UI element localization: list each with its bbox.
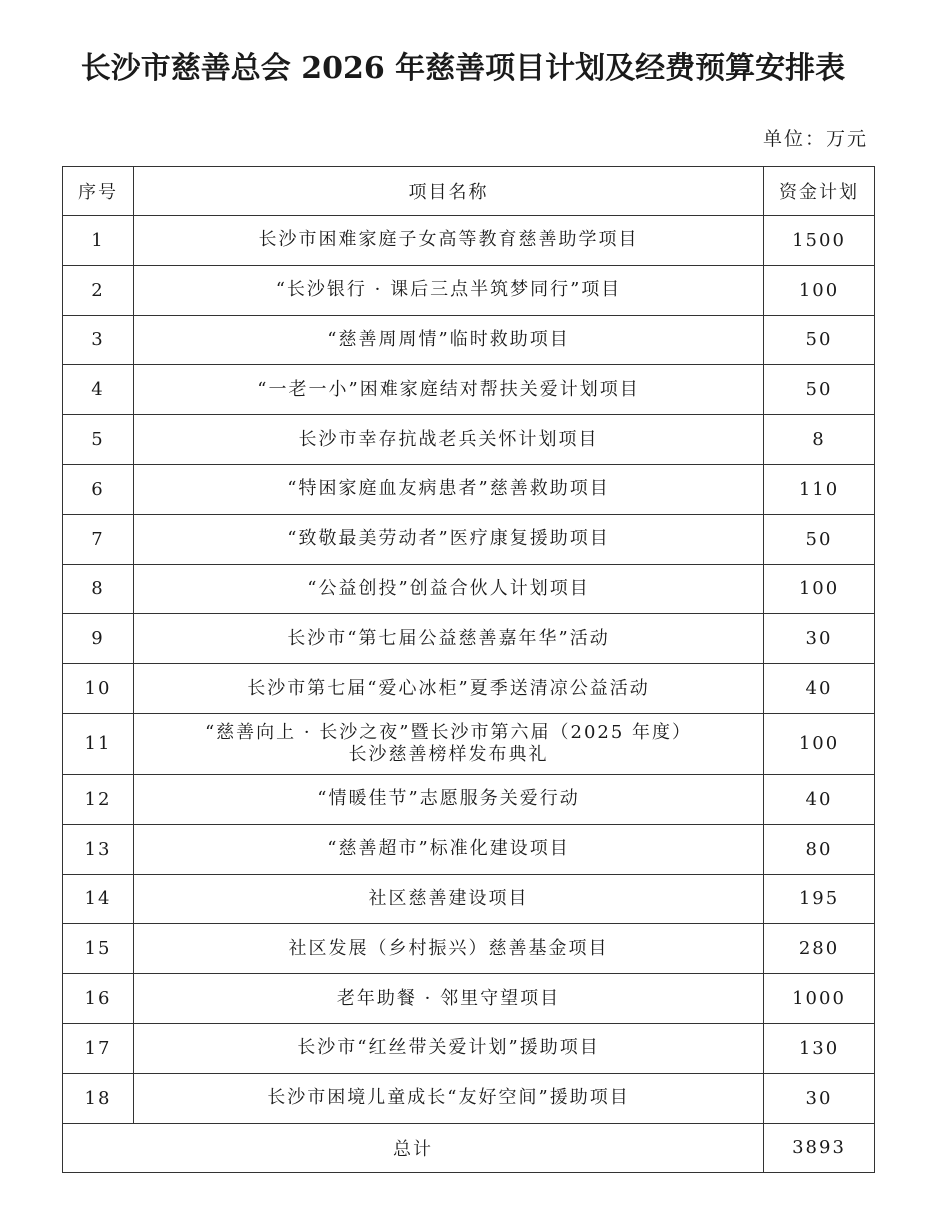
row-name: 老年助餐 · 邻里守望项目 [134,974,764,1024]
table-row [63,1073,875,1123]
row-name: 长沙市困境儿童成长“友好空间”援助项目 [134,1073,764,1123]
budget-table [62,166,875,1173]
row-no: 15 [63,924,134,974]
table-row [63,216,875,266]
row-no: 1 [63,216,134,266]
row-amount: 30 [764,1073,875,1123]
row-amount: 40 [764,774,875,824]
table-total-row [63,1123,875,1172]
row-name: “慈善超市”标准化建设项目 [134,824,764,874]
row-no: 3 [63,315,134,365]
row-name: “情暖佳节”志愿服务关爱行动 [134,774,764,824]
row-name: 长沙市第七届“爱心冰柜”夏季送清凉公益活动 [134,664,764,714]
row-name: “慈善周周情”临时救助项目 [134,315,764,365]
row-name: “一老一小”困难家庭结对帮扶关爱计划项目 [134,365,764,415]
table-row [63,514,875,564]
row-amount: 195 [764,874,875,924]
row-no: 8 [63,564,134,614]
unit-label: 单位：万元 [762,128,868,150]
row-no: 2 [63,265,134,315]
table-row [63,713,875,774]
table-row [63,664,875,714]
row-no: 18 [63,1073,134,1123]
table-row [63,614,875,664]
row-no: 12 [63,774,134,824]
table-header-row [63,167,875,216]
row-name: 长沙市困难家庭子女高等教育慈善助学项目 [134,216,764,266]
row-amount: 280 [764,924,875,974]
row-no: 14 [63,874,134,924]
row-amount: 1500 [764,216,875,266]
row-name: 长沙市“第七届公益慈善嘉年华”活动 [134,614,764,664]
row-no: 17 [63,1023,134,1073]
table-row [63,824,875,874]
header-amount: 资金计划 [764,167,875,216]
row-amount: 130 [764,1023,875,1073]
table-row [63,1023,875,1073]
row-no: 4 [63,365,134,415]
row-amount: 100 [764,713,875,774]
row-amount: 100 [764,265,875,315]
table-row [63,265,875,315]
row-amount: 30 [764,614,875,664]
row-amount: 8 [764,415,875,465]
row-name: “致敬最美劳动者”医疗康复援助项目 [134,514,764,564]
row-no: 13 [63,824,134,874]
row-name-line-1: “慈善向上 · 长沙之夜”暨长沙市第六届（2025 年度） [204,721,693,743]
row-name [134,713,764,774]
row-no: 6 [63,464,134,514]
table-row [63,564,875,614]
table-row [63,464,875,514]
row-no: 7 [63,514,134,564]
row-name-line-2: 长沙慈善榜样发布典礼 [348,743,549,765]
row-no: 16 [63,974,134,1024]
total-label: 总计 [63,1123,764,1172]
row-name: 社区慈善建设项目 [134,874,764,924]
page-title: 长沙市慈善总会 2026 年慈善项目计划及经费预算安排表 [80,51,846,86]
row-name: “长沙银行 · 课后三点半筑梦同行”项目 [134,265,764,315]
table-row [63,924,875,974]
total-amount: 3893 [764,1123,875,1172]
table-row [63,874,875,924]
row-amount: 80 [764,824,875,874]
row-no: 11 [63,713,134,774]
row-name: 长沙市“红丝带关爱计划”援助项目 [134,1023,764,1073]
row-amount: 1000 [764,974,875,1024]
table-row [63,315,875,365]
row-name: “公益创投”创益合伙人计划项目 [134,564,764,614]
row-amount: 50 [764,365,875,415]
row-amount: 40 [764,664,875,714]
header-no: 序号 [63,167,134,216]
table-row [63,974,875,1024]
table-row [63,774,875,824]
row-no: 10 [63,664,134,714]
row-amount: 50 [764,315,875,365]
row-amount: 50 [764,514,875,564]
row-name: 长沙市幸存抗战老兵关怀计划项目 [134,415,764,465]
row-name: 社区发展（乡村振兴）慈善基金项目 [134,924,764,974]
table-row [63,365,875,415]
row-no: 5 [63,415,134,465]
header-name: 项目名称 [134,167,764,216]
table-row [63,415,875,465]
row-name: “特困家庭血友病患者”慈善救助项目 [134,464,764,514]
row-no: 9 [63,614,134,664]
row-amount: 100 [764,564,875,614]
row-amount: 110 [764,464,875,514]
